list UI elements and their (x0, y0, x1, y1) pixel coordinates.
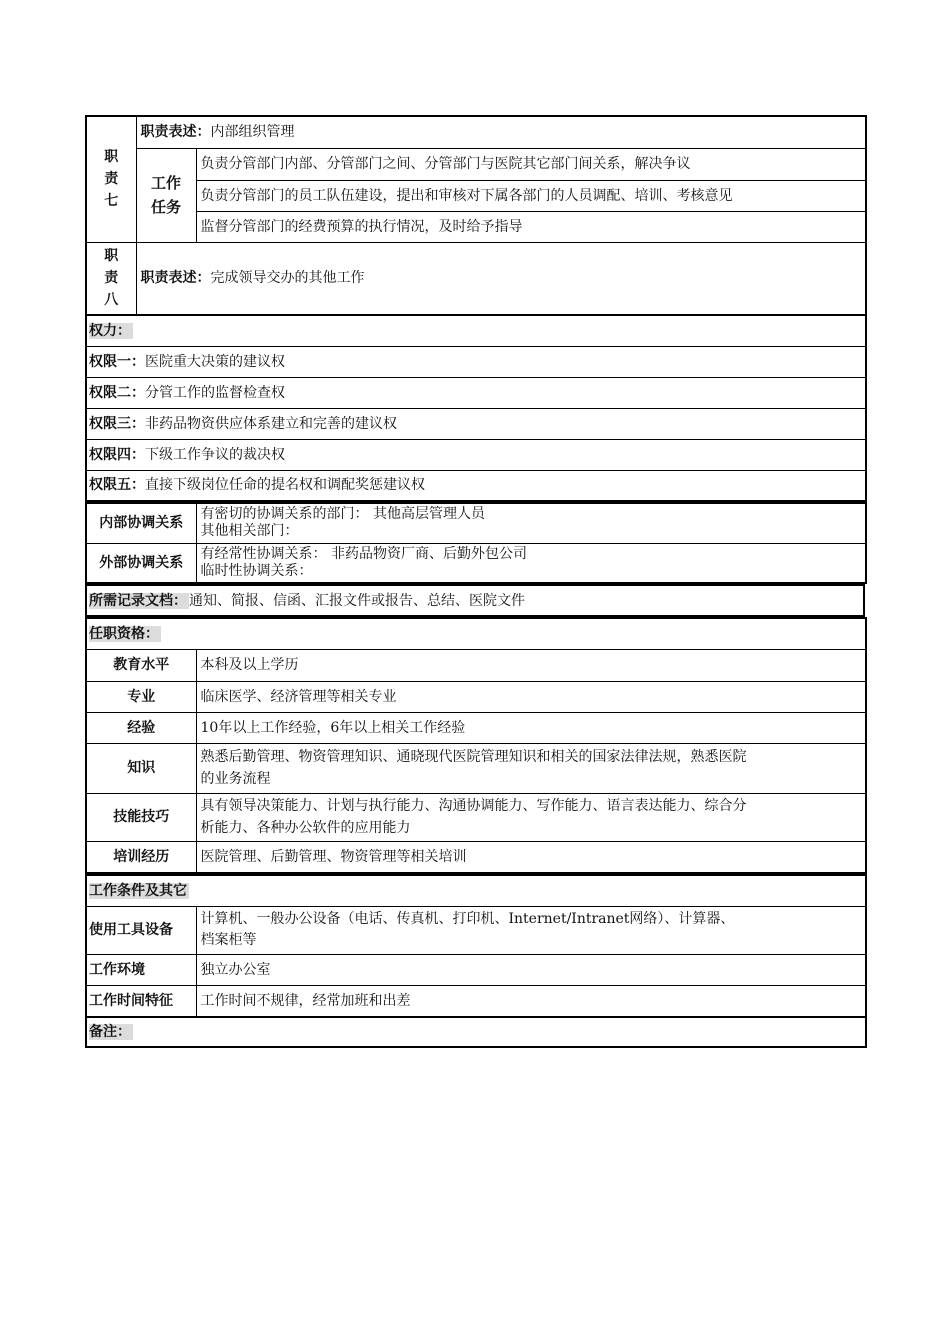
tools-line-2: 档案柜等 (200, 932, 257, 948)
external-coordination-line-2: 临时性协调关系： (200, 562, 313, 579)
duty7-task-2: 负责分管部门的员工队伍建设，提出和审核对下属各部门的人员调配、培训、考核意见 (196, 180, 866, 211)
records-row (86, 585, 864, 616)
internal-coordination-label: 内部协调关系 (86, 503, 196, 543)
qualifications-table (85, 617, 867, 874)
qualification-value-experience: 10年以上工作经验，6年以上相关工作经验 (196, 712, 866, 743)
duty8-label: 职 责 八 (86, 242, 136, 315)
qualification-label-training: 培训经历 (86, 841, 196, 873)
knowledge-line-2: 的业务流程 (200, 771, 271, 787)
condition-value-hours: 工作时间不规律，经常加班和出差 (196, 985, 866, 1017)
authority-heading: 权力： (86, 315, 866, 346)
duty7-task-1: 负责分管部门内部、分管部门之间、分管部门与医院其它部门间关系，解决争议 (196, 148, 866, 180)
qualification-value-major: 临床医学、经济管理等相关专业 (196, 681, 866, 712)
tools-line-1: 计算机、一般办公设备（电话、传真机、打印机、Internet/Intranet网络）、计算器、 (200, 911, 735, 927)
duty7-task-3: 监督分管部门的经费预算的执行情况，及时给予指导 (196, 211, 866, 242)
skills-line-2: 析能力、各种办公软件的应用能力 (200, 820, 411, 836)
skills-line-1: 具有领导决策能力、计划与执行能力、沟通协调能力、写作能力、语言表达能力、综合分 (200, 798, 747, 814)
duty7-tasks-label: 工作任务 (136, 148, 196, 242)
authority-item-3: 权限三：非药品物资供应体系建立和完善的建议权 (86, 408, 866, 439)
condition-label-tools: 使用工具设备 (86, 906, 196, 954)
qualification-label-experience: 经验 (86, 712, 196, 743)
authority-item-5: 权限五：直接下级岗位任命的提名权和调配奖惩建议权 (86, 470, 866, 501)
job-description-sheet (85, 115, 865, 1048)
knowledge-line-1: 熟悉后勤管理、物资管理知识、通晓现代医院管理知识和相关的国家法律法规，熟悉医院 (200, 749, 747, 765)
duty8-statement-text: 完成领导交办的其他工作 (210, 270, 365, 287)
condition-value-tools (196, 906, 866, 954)
notes-row (86, 1017, 866, 1047)
qualification-value-training: 医院管理、后勤管理、物资管理等相关培训 (196, 841, 866, 873)
duty7-label: 职 责 七 (86, 116, 136, 242)
duty8-statement (136, 242, 866, 315)
authority-item-1: 权限一：医院重大决策的建议权 (86, 346, 866, 377)
condition-label-hours: 工作时间特征 (86, 985, 196, 1017)
duty8-statement-label: 职责表述： (140, 270, 211, 287)
qualification-value-education: 本科及以上学历 (196, 649, 866, 681)
coordination-table (85, 502, 867, 584)
notes-label: 备注： (89, 1024, 131, 1040)
records-table (85, 584, 865, 617)
condition-value-environment: 独立办公室 (196, 954, 866, 985)
qualification-label-major: 专业 (86, 681, 196, 712)
qualifications-heading: 任职资格： (86, 618, 866, 649)
qualification-label-knowledge: 知识 (86, 743, 196, 793)
qualification-label-skills: 技能技巧 (86, 793, 196, 841)
conditions-heading: 工作条件及其它 (86, 875, 866, 906)
internal-coordination-line-1: 有密切的协调关系的部门： 其他高层管理人员 (200, 506, 485, 523)
qualification-value-skills (196, 793, 866, 841)
internal-coordination-line-2: 其他相关部门： (200, 523, 299, 540)
qualification-label-education: 教育水平 (86, 649, 196, 681)
external-coordination-line-1: 有经常性协调关系： 非药品物资厂商、后勤外包公司 (200, 545, 527, 562)
duty7-statement (136, 116, 866, 148)
duty7-statement-text: 内部组织管理 (210, 124, 295, 141)
records-text: 通知、简报、信函、汇报文件或报告、总结、医院文件 (189, 592, 525, 609)
external-coordination-label: 外部协调关系 (86, 543, 196, 583)
qualification-value-knowledge (196, 743, 866, 793)
records-label: 所需记录文档： (89, 592, 187, 609)
authority-item-4: 权限四：下级工作争议的裁决权 (86, 439, 866, 470)
job-description-table (85, 115, 867, 502)
duty7-statement-label: 职责表述： (140, 124, 211, 141)
external-coordination-text (196, 543, 866, 583)
conditions-table (85, 874, 867, 1048)
condition-label-environment: 工作环境 (86, 954, 196, 985)
authority-item-2: 权限二：分管工作的监督检查权 (86, 377, 866, 408)
internal-coordination-text (196, 503, 866, 543)
